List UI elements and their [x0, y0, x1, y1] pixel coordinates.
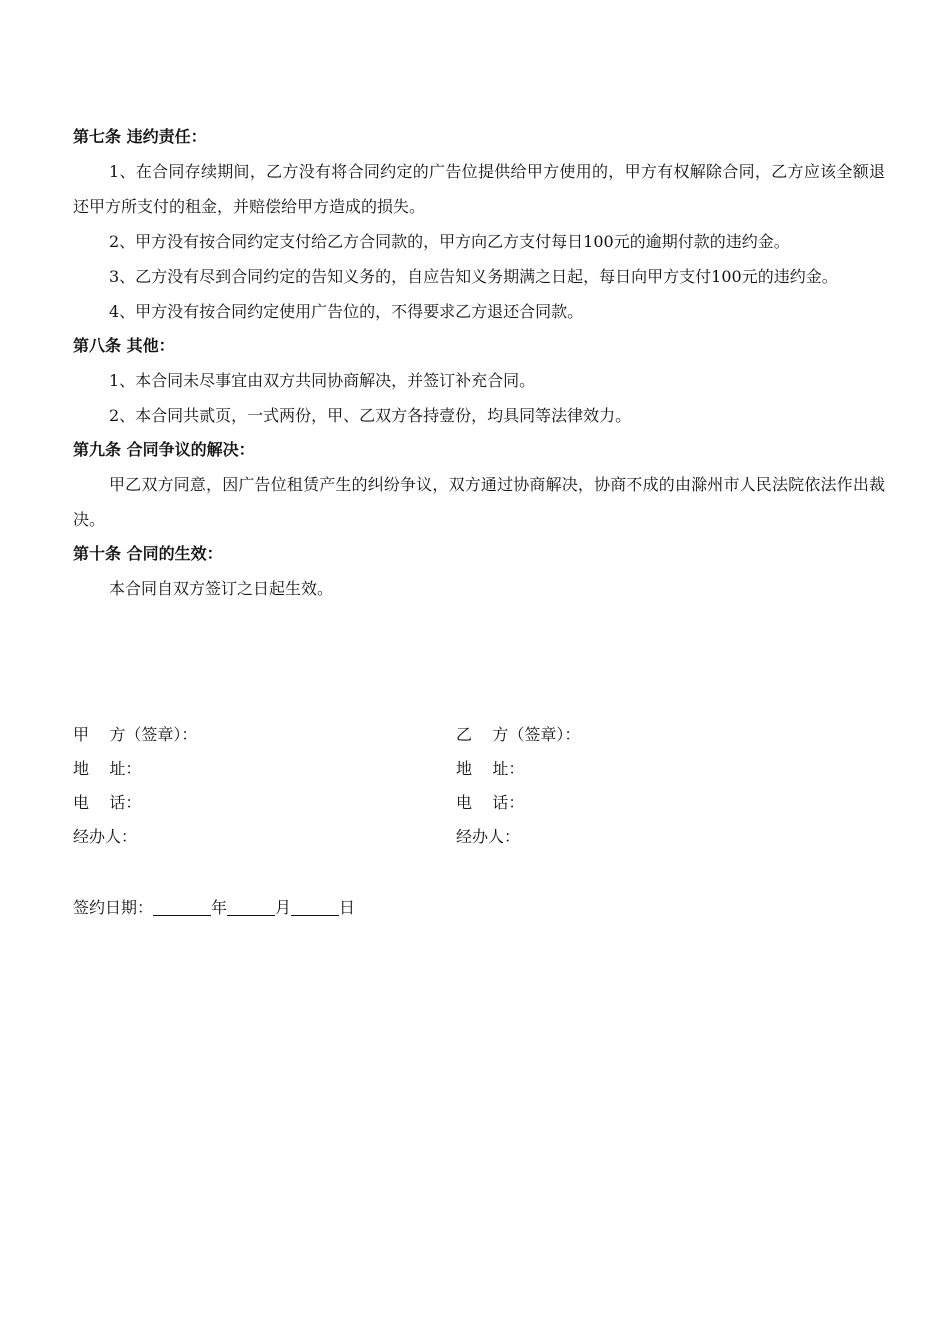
clause-paragraph: 4、甲方没有按合同约定使用广告位的，不得要求乙方退还合同款。: [109, 302, 584, 321]
year-blank: [153, 895, 211, 916]
section-heading: 第七条 违约责任：: [73, 127, 207, 146]
signing-date-line: [73, 891, 355, 925]
section-heading: 第九条 合同争议的解决：: [73, 440, 255, 459]
signature-row-agent: [73, 820, 885, 854]
section-heading: 第八条 其他：: [73, 336, 175, 355]
day-label: 日: [339, 898, 356, 917]
signing-date-label: 签约日期：: [73, 898, 154, 917]
section-heading: 第十条 合同的生效：: [73, 544, 223, 563]
signature-row-seal: [73, 718, 885, 752]
section-article-7: [73, 120, 885, 329]
party-a-phone-label: 电 话：: [73, 793, 142, 812]
signature-row-phone: [73, 786, 885, 820]
signature-block: [73, 718, 885, 854]
clause-paragraph: 3、乙方没有尽到合同约定的告知义务的，自应告知义务期满之日起，每日向甲方支付100元的违约金。: [109, 267, 838, 286]
party-a-seal-label: 甲 方（签章）：: [73, 725, 198, 744]
year-label: 年: [211, 898, 228, 917]
party-b-seal-label: 乙 方（签章）：: [456, 725, 581, 744]
signature-row-address: [73, 752, 885, 786]
clause-paragraph: 1、本合同未尽事宜由双方共同协商解决，并签订补充合同。: [109, 371, 536, 390]
clause-paragraph: 本合同自双方签订之日起生效。: [109, 579, 334, 598]
party-b-address-label: 地 址：: [456, 759, 525, 778]
party-a-address-label: 地 址：: [73, 759, 142, 778]
party-b-agent-label: 经办人：: [456, 827, 521, 846]
month-label: 月: [275, 898, 292, 917]
clause-paragraph: 1、在合同存续期间，乙方没有将合同约定的广告位提供给甲方使用的，甲方有权解除合同，乙方应该全额退还甲方所支付的租金，并赔偿给甲方造成的损失。: [73, 162, 885, 216]
party-b-phone-label: 电 话：: [456, 793, 525, 812]
clause-paragraph: 2、本合同共贰页，一式两份，甲、乙双方各持壹份，均具同等法律效力。: [109, 406, 632, 425]
section-article-9: [73, 433, 885, 537]
section-article-10: [73, 537, 885, 606]
clause-paragraph: 甲乙双方同意，因广告位租赁产生的纠纷争议，双方通过协商解决，协商不成的由滁州市人民法院依法作出裁决。: [73, 475, 885, 529]
section-article-8: [73, 329, 885, 433]
contract-body: [73, 120, 885, 606]
day-blank: [291, 895, 339, 916]
clause-paragraph: 2、甲方没有按合同约定支付给乙方合同款的，甲方向乙方支付每日100元的逾期付款的违约金。: [109, 232, 790, 251]
month-blank: [227, 895, 275, 916]
party-a-agent-label: 经办人：: [73, 827, 138, 846]
